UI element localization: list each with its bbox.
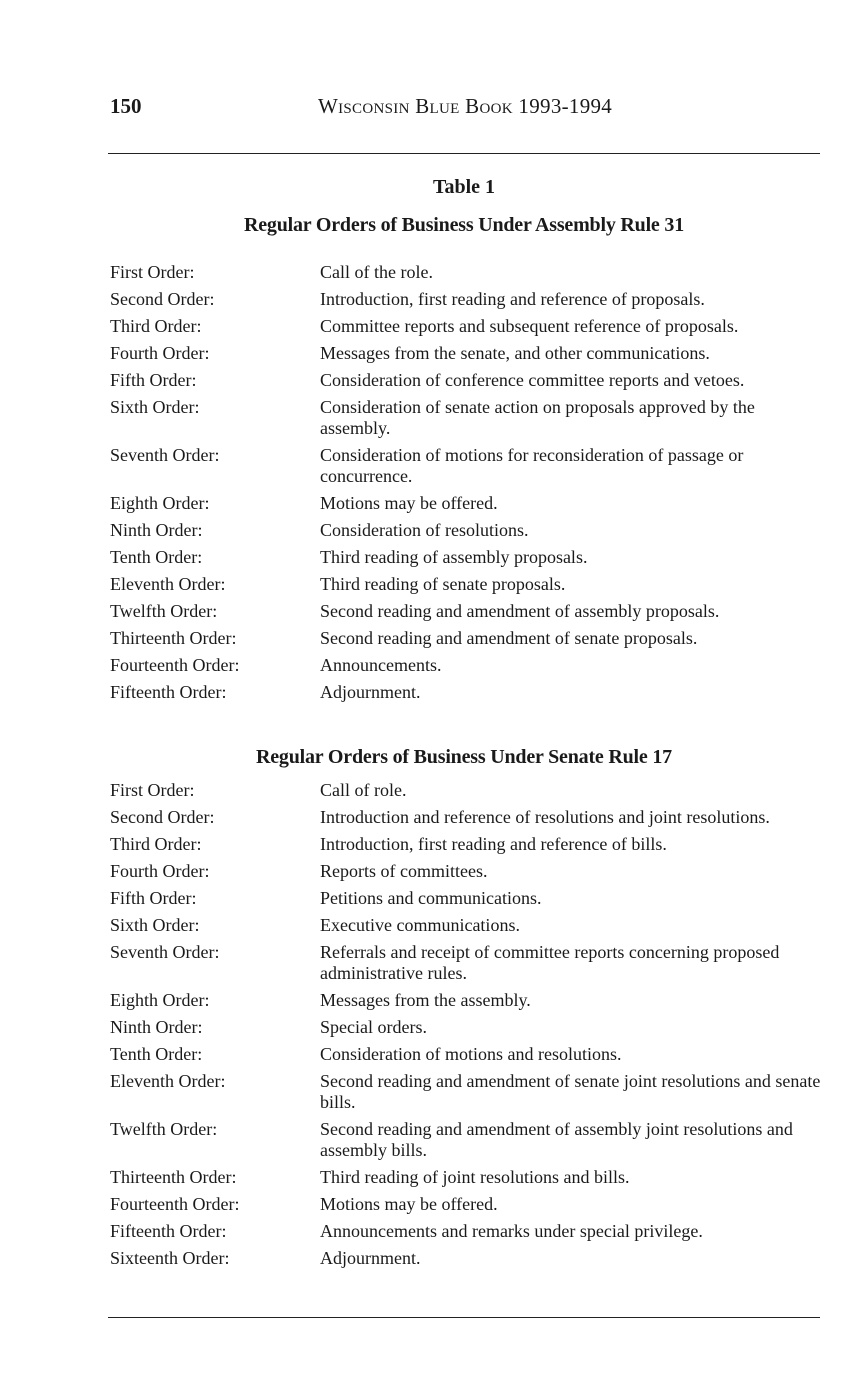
- order-label: Fifth Order:: [110, 370, 197, 390]
- order-label: First Order:: [110, 262, 195, 282]
- order-row: [110, 520, 826, 547]
- order-description: Motions may be offered.: [320, 1194, 498, 1214]
- running-head: Wisconsin Blue Book 1993-1994: [318, 94, 613, 118]
- order-label: Eighth Order:: [110, 493, 210, 513]
- order-row: [110, 990, 826, 1017]
- order-row: [110, 942, 826, 990]
- order-row: [110, 915, 826, 942]
- order-description: Consideration of resolutions.: [320, 520, 529, 540]
- order-label: Third Order:: [110, 834, 202, 854]
- order-label: Eleventh Order:: [110, 574, 226, 594]
- order-description: Adjournment.: [320, 682, 421, 702]
- order-description: Messages from the assembly.: [320, 990, 531, 1010]
- order-description: Third reading of senate proposals.: [320, 574, 566, 594]
- order-row: [110, 682, 826, 709]
- order-row: [110, 445, 826, 493]
- order-description: Third reading of assembly proposals.: [320, 547, 588, 567]
- order-label: Second Order:: [110, 289, 215, 309]
- order-label: Fifteenth Order:: [110, 1221, 227, 1241]
- senate-section-title: Regular Orders of Business Under Senate Rule 17: [256, 746, 672, 768]
- order-row: [110, 289, 826, 316]
- order-row: [110, 1017, 826, 1044]
- order-row: [110, 1194, 826, 1221]
- order-row: [110, 861, 826, 888]
- order-label: Twelfth Order:: [110, 1119, 218, 1139]
- order-description: Introduction and reference of resolutions and joint resolutions.: [320, 807, 770, 827]
- order-row: [110, 807, 826, 834]
- order-description: Consideration of motions for reconsideration of passage or concurrence.: [320, 445, 744, 486]
- order-description: Adjournment.: [320, 1248, 421, 1268]
- order-description: Consideration of motions and resolutions.: [320, 1044, 622, 1064]
- order-row: [110, 547, 826, 574]
- order-row: [110, 1221, 826, 1248]
- order-label: First Order:: [110, 780, 195, 800]
- order-label: Third Order:: [110, 316, 202, 336]
- order-description: Introduction, first reading and reference of bills.: [320, 834, 667, 854]
- order-description: Committee reports and subsequent reference of proposals.: [320, 316, 739, 336]
- order-label: Fifteenth Order:: [110, 682, 227, 702]
- order-description: Second reading and amendment of senate joint resolutions and senate bills.: [320, 1071, 821, 1112]
- order-description: Introduction, first reading and reference of proposals.: [320, 289, 705, 309]
- order-label: Eleventh Order:: [110, 1071, 226, 1091]
- order-label: Tenth Order:: [110, 1044, 203, 1064]
- order-label: Fourteenth Order:: [110, 655, 240, 675]
- order-row: [110, 397, 826, 445]
- order-row: [110, 574, 826, 601]
- order-description: Executive communications.: [320, 915, 520, 935]
- order-description: Second reading and amendment of senate proposals.: [320, 628, 698, 648]
- order-label: Second Order:: [110, 807, 215, 827]
- order-description: Referrals and receipt of committee reports concerning proposed administrative rules.: [320, 942, 780, 983]
- order-description: Consideration of conference committee reports and vetoes.: [320, 370, 745, 390]
- order-row: [110, 493, 826, 520]
- order-label: Sixteenth Order:: [110, 1248, 230, 1268]
- order-row: [110, 780, 826, 807]
- order-label: Sixth Order:: [110, 915, 200, 935]
- assembly-section-title: Regular Orders of Business Under Assembly Rule 31: [243, 214, 685, 236]
- order-row: [110, 316, 826, 343]
- order-description: Special orders.: [320, 1017, 427, 1037]
- header-divider: [108, 153, 820, 154]
- order-label: Tenth Order:: [110, 547, 203, 567]
- order-label: Ninth Order:: [110, 520, 203, 540]
- footer-divider: [108, 1317, 820, 1318]
- order-row: [110, 888, 826, 915]
- order-row: [110, 1044, 826, 1071]
- order-label: Sixth Order:: [110, 397, 200, 417]
- order-row: [110, 834, 826, 861]
- order-label: Fifth Order:: [110, 888, 197, 908]
- order-label: Ninth Order:: [110, 1017, 203, 1037]
- order-row: [110, 655, 826, 682]
- assembly-orders-list: [110, 262, 826, 709]
- order-label: Fourth Order:: [110, 343, 210, 363]
- order-description: Call of the role.: [320, 262, 433, 282]
- order-description: Petitions and communications.: [320, 888, 542, 908]
- order-description: Reports of committees.: [320, 861, 488, 881]
- order-description: Motions may be offered.: [320, 493, 498, 513]
- table-label: Table 1: [432, 176, 496, 198]
- order-row: [110, 343, 826, 370]
- order-row: [110, 1248, 826, 1275]
- order-row: [110, 628, 826, 655]
- order-row: [110, 601, 826, 628]
- order-label: Thirteenth Order:: [110, 628, 237, 648]
- order-description: Announcements.: [320, 655, 442, 675]
- order-label: Seventh Order:: [110, 942, 220, 962]
- order-description: Second reading and amendment of assembly joint resolutions and assembly bills.: [320, 1119, 793, 1160]
- order-row: [110, 1071, 826, 1119]
- order-label: Eighth Order:: [110, 990, 210, 1010]
- order-description: Third reading of joint resolutions and bills.: [320, 1167, 630, 1187]
- order-description: Consideration of senate action on proposals approved by the assembly.: [320, 397, 755, 438]
- order-row: [110, 1119, 826, 1167]
- order-row: [110, 262, 826, 289]
- order-label: Fourth Order:: [110, 861, 210, 881]
- order-label: Twelfth Order:: [110, 601, 218, 621]
- order-label: Seventh Order:: [110, 445, 220, 465]
- order-description: Second reading and amendment of assembly proposals.: [320, 601, 720, 621]
- order-description: Call of role.: [320, 780, 407, 800]
- order-row: [110, 1167, 826, 1194]
- senate-orders-list: [110, 780, 826, 1275]
- page-number: 150: [110, 94, 142, 118]
- order-row: [110, 370, 826, 397]
- order-description: Announcements and remarks under special privilege.: [320, 1221, 703, 1241]
- order-label: Thirteenth Order:: [110, 1167, 237, 1187]
- order-label: Fourteenth Order:: [110, 1194, 240, 1214]
- order-description: Messages from the senate, and other communications.: [320, 343, 710, 363]
